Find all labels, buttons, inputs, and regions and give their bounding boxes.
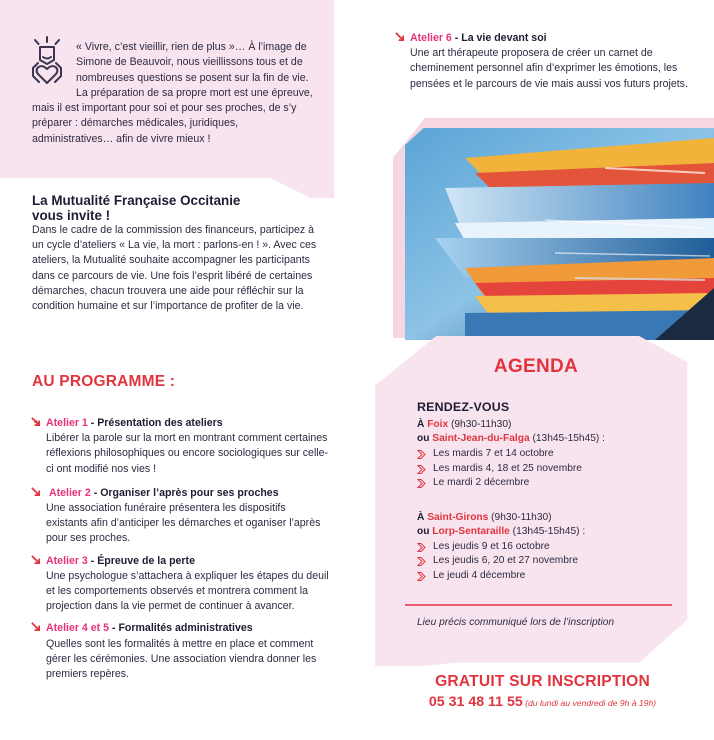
chevron-right-icon [417,479,426,488]
atelier-title: Atelier 2 - Organiser l’après pour ses proches [48,486,279,499]
dates-list [417,447,687,491]
atelier-item [30,416,330,477]
agenda-divider [405,604,672,606]
atelier-item [30,621,330,682]
atelier-description: Une association funéraire présentera les dispositifs existants afin d’anticiper les démarches et oganiser l’après pour ses proches. [46,502,321,545]
atelier-title: Atelier 3 - Épreuve de la perte [46,554,195,567]
stack-of-folders-photo [405,128,714,340]
atelier-description: Libérer la parole sur la mort en montrant comment certaines réflexions philosophiques ou encore sociologiques sur celle-ci ont modifié nos vies ! [46,432,329,475]
rendez-vous-title: RENDEZ-VOUS [417,400,510,414]
dates-list [417,540,687,584]
date-item: Les jeudis 6, 20 et 27 novembre [417,554,687,569]
atelier-title: Atelier 6 - La vie devant soi [410,32,547,44]
date-item: Les mardis 4, 18 et 25 novembre [417,462,687,477]
agenda-note: Lieu précis communiqué lors de l’inscription [417,617,615,628]
date-item: Le mardi 2 décembre [417,476,687,491]
agenda-group [417,511,687,584]
agenda-title: AGENDA [493,356,579,377]
location-line: ou Saint-Jean-du-Falga (13h45-15h45) : [417,433,605,444]
phone-number[interactable]: 05 31 48 11 55 [428,694,523,710]
invite-section [32,193,322,314]
arrow-bullet-icon [31,622,40,631]
programme-title: AU PROGRAMME : [32,373,176,390]
intro-quote-text [32,40,316,147]
atelier-description: Une psychologue s’attachera à expliquer les étapes du deuil et les comportements observés et montrera comment la projection dans la vie permet de continuer à avancer. [46,569,329,613]
phone-hours: (du lundi au vendredi de 9h à 19h) [522,698,657,708]
atelier-description: Quelles sont les formalités à mettre en place et comment gérer les cérémonies. Une association viendra donner les premiers repères. [46,637,317,681]
chevron-right-icon [417,557,426,566]
location-line: À Saint-Girons (9h30-11h30) [417,511,552,523]
location-line: ou Lorp-Sentaraille (13h45-15h45) : [417,525,586,537]
date-item: Les mardis 7 et 14 octobre [417,447,687,462]
invite-title: La Mutualité Française Occitanie vous invite ! [32,193,241,223]
arrow-bullet-icon [31,487,40,496]
atelier-title: Atelier 1 - Présentation des ateliers [46,417,223,429]
chevron-right-icon [417,543,426,552]
arrow-bullet-icon [31,555,40,564]
chevron-right-icon [417,450,426,459]
location-line: À Foix (9h30-11h30) [417,419,512,430]
atelier-item [394,31,694,92]
chevron-right-icon [417,572,426,581]
intro-text: « Vivre, c’est vieillir, rien de plus »… À l’image de Simone de Beauvoir, nous vieillissons tous et de nombreuses questions se posent sur la fin de vie. La préparation de sa propre mort est une épreuve, mais il est important pour soi et pour ses proches, de s’y préparer : démarches médicales, juridiques, administratives… afin de vivre mieux ! [32,41,313,145]
free-registration-heading: GRATUIT SUR INSCRIPTION [435,673,650,690]
date-item: Les jeudis 9 et 16 octobre [417,540,687,555]
rendez-vous-section [417,400,687,584]
phone-line [380,693,705,711]
date-item: Le jeudi 4 décembre [417,569,687,584]
chevron-right-icon [417,465,426,474]
invite-body: Dans le cadre de la commission des financeurs, participez à un cycle d’ateliers « La vie, la mort : parlons-en ! ». Avec ces ateliers, la Mutualité souhaite accompagner les participants dans ce parcours de vie. Une fois l’esprit libéré de certaines démarches, chacun trouvera une aide pour réfléchir sur la condition humaine et sur l’importance de profiter de la vie. [32,224,317,313]
ateliers-list [30,416,330,689]
agenda-group [417,418,687,491]
atelier-item [30,554,330,615]
arrow-bullet-icon [395,32,404,41]
atelier-item [30,486,330,547]
atelier-title: Atelier 4 et 5 - Formalités administratives [46,622,253,635]
arrow-bullet-icon [31,417,40,426]
atelier-description: Une art thérapeute proposera de créer un carnet de cheminement personnel afin d’exprimer les émotions, les pensées et le parcours de vie mais aussi vos futurs projets. [410,47,688,90]
